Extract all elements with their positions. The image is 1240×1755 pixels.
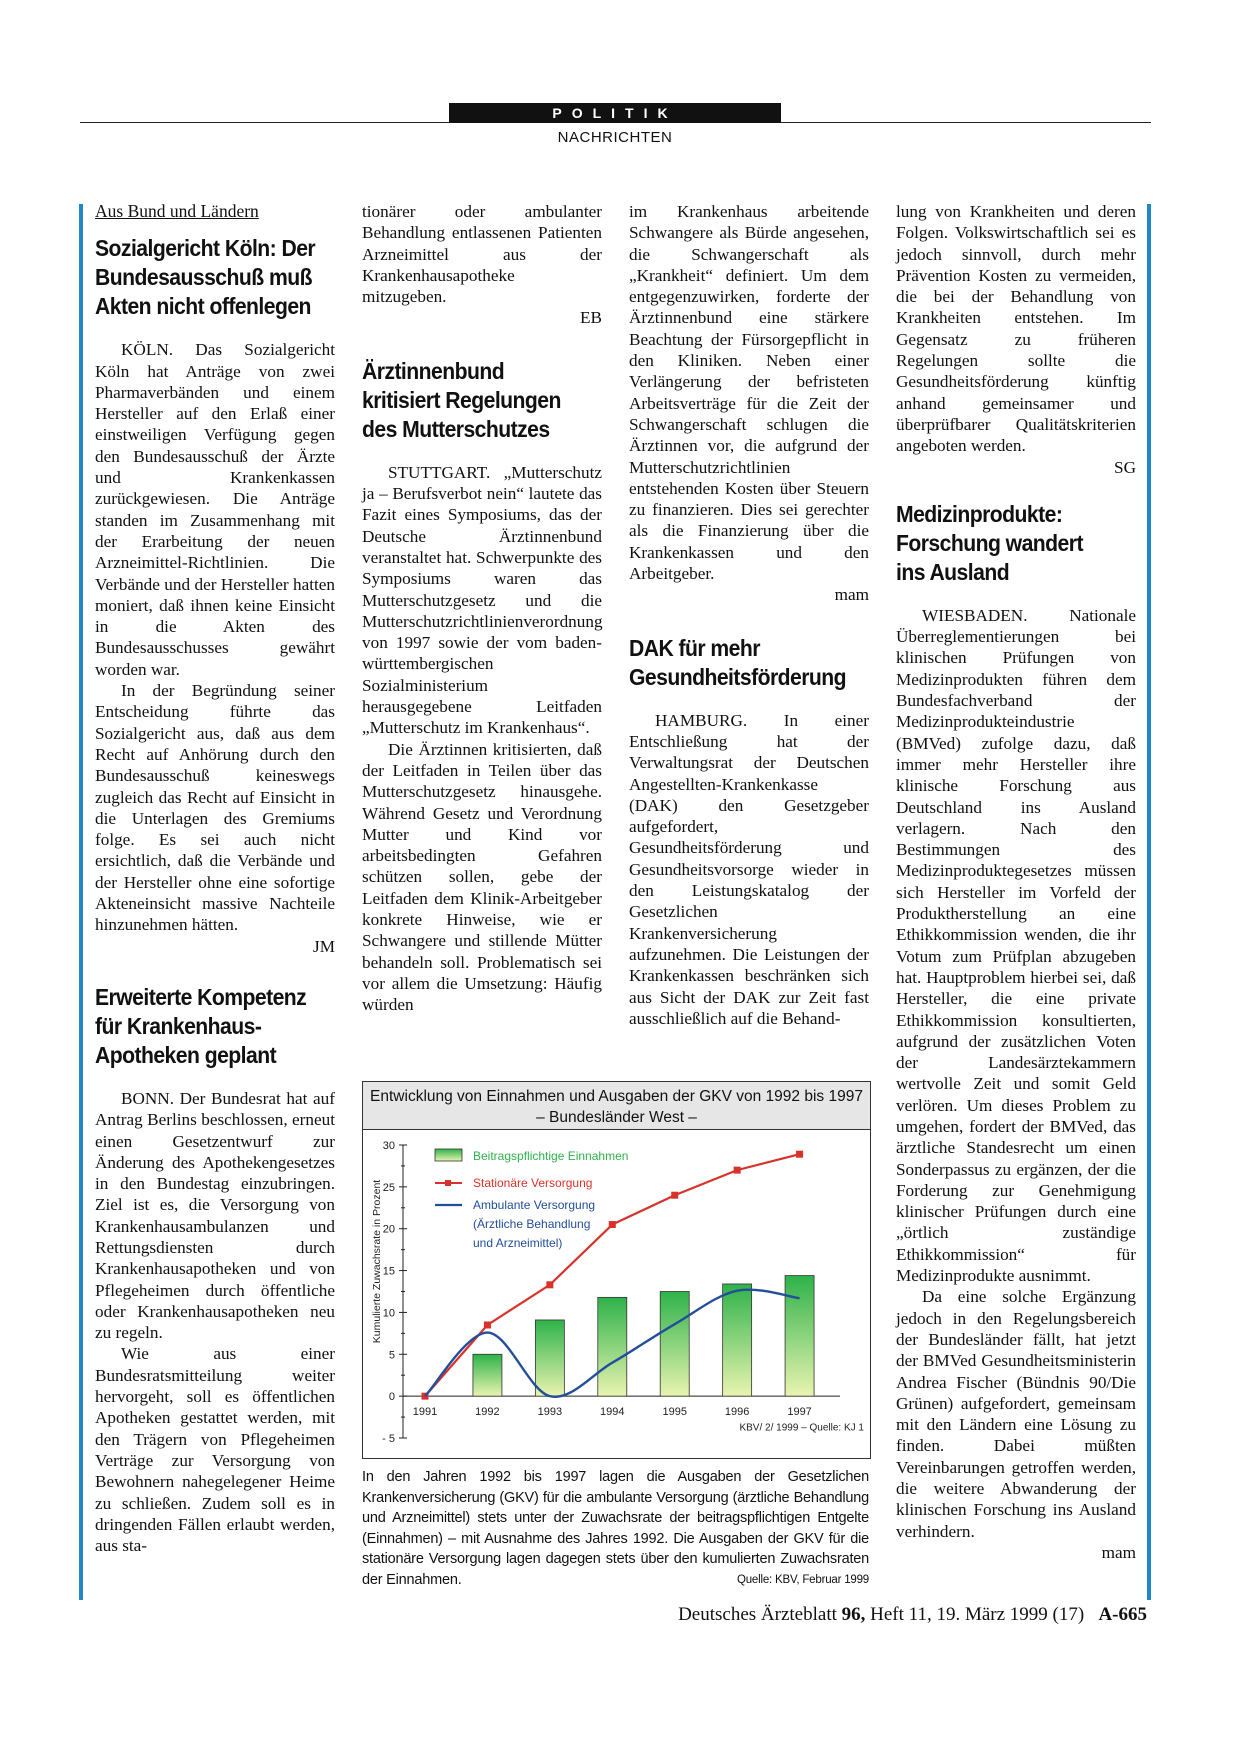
y-tick-label: 5 (388, 1349, 395, 1362)
legend-label: Stationäre Versorgung (473, 1176, 593, 1190)
author-signature: JM (313, 936, 335, 956)
author-signature: mam (1101, 1542, 1136, 1562)
marker-stationaere-versorgung (546, 1281, 553, 1288)
headline-dak: DAK für mehr Gesundheitsförderung (629, 634, 847, 690)
bar-beitragspflichtige-einnahmen (473, 1354, 502, 1396)
article-paragraph: KÖLN. Das Sozialgericht Köln hat Anträge von zwei Pharmaverbänden und einem Hersteller auf den Erlaß einer einstweiligen Verfügung gegen den Bundesausschuß der Ärzte und Krankenkassen zurückgewiesen. Die Anträge standen im Zusammenhang mit der Erarbeitung der neuen Arzneimittel-Richtlinien. Die Verbände und der Hersteller hatten moniert, daß ihnen keine Einsicht in die Akten des Bundesausschusses gewährt worden war. (95, 340, 335, 679)
y-tick-label: 10 (382, 1307, 395, 1320)
column-1 (95, 201, 335, 1556)
chart-subtitle: – Bundesländer West – (536, 1109, 697, 1126)
headline-sozialgericht: Sozialgericht Köln: Der Bundesausschuß muß Akten nicht offenlegen (95, 235, 316, 320)
column-3 (629, 201, 869, 1029)
author-signature: SG (1114, 457, 1136, 477)
bar-beitragspflichtige-einnahmen (660, 1292, 689, 1397)
legend-swatch-bar (435, 1149, 462, 1161)
article-paragraph: im Krankenhaus arbeitende Schwangere als Bürde angesehen, die Schwangerschaft als „Krankheit“ definiert. Um dem entgegenzuwirken, forderte der Ärztinnenbund eine stärkere Beachtung der Fürsorgepflicht in den Kliniken. Neben einer Verlängerung der befristeten Arbeitsverträge für die Zeit der Schwangerschaft schlugen die Ärztinnen vor, die aufgrund der Mutterschutzrichtlinien entstehenden Kosten über Steuern zu finanzieren. Dies sei gerechter als die Finanzierung über die Krankenkassen und den Arbeitgeber. (629, 202, 869, 584)
subsection-label: NACHRICHTEN (557, 129, 673, 146)
legend-label: Ambulante Versorgung (473, 1198, 596, 1212)
gkv-chart (362, 1081, 871, 1459)
chart-caption (362, 1467, 869, 1590)
y-tick-label: 20 (382, 1223, 395, 1236)
column-2 (362, 201, 602, 1016)
article-paragraph: Da eine solche Ergänzung jedoch in den Regelungsbereich der Bundesländer fällt, hat jetzt der BMVed Gesundheitsministerin Andrea Fischer (Bündnis 90/Die Grünen) aufgefordert, gemeinsam mit den Ländern eine Lösung zu finden. Dabei müßten Vereinbarungen getroffen werden, die weitere Abwanderung der klinischen Forschung ins Ausland verhindern. (896, 1287, 1136, 1541)
y-tick-label: 30 (382, 1140, 395, 1152)
chart-source-note: KBV/ 2/ 1999 – Quelle: KJ 1 (739, 1422, 864, 1434)
bar-beitragspflichtige-einnahmen (785, 1276, 814, 1397)
article-paragraph: Die Ärztinnen kritisierten, daß der Leitfaden in Teilen über das Mutterschutzgesetz hinausgehe. Während Gesetz und Verordnung Mutter und Kind vor arbeitsbedingten Gefahren schützen sollen, gebe der Leitfaden dem Klinik-Arbeitgeber konkrete Hinweise, wie er Schwangere und stillende Mütter behandeln soll. Problematisch sei vor allem die Umsetzung: Häufig würden (362, 739, 602, 1015)
marker-stationaere-versorgung (484, 1321, 491, 1328)
section-label: POLITIK (449, 103, 781, 123)
chart-plot (363, 1131, 870, 1457)
caption-source: Quelle: KBV, Februar 1999 (736, 1573, 869, 1586)
y-tick-label: 25 (382, 1181, 395, 1194)
journal-name: Deutsches Ärzteblatt (678, 1604, 837, 1625)
author-signature: mam (834, 585, 869, 605)
article-paragraph: In der Begründung seiner Entscheidung führte das Sozialgericht aus, daß aus dem Recht auf Anhörung durch den Bundesausschuß keineswegs zugleich das Recht auf Einsicht in die Unterlagen des Gremiums folge. Es sei auch nicht ersichtlich, daß die Verbände und der Hersteller ohne eine sofortige Akteneinsicht massive Nachteile hinzunehmen hätten. (95, 681, 335, 935)
article-paragraph: lung von Krankheiten und deren Folgen. Volkswirtschaftlich sei es jedoch sinnvoll, durch mehr Prävention Kosten zu vermeiden, die bei der Behandlung von Krankheiten entstehen. Im Gegensatz zu früheren Regelungen sollte die Gesundheitsförderung künftig anhand gemeinsamer und überprüfbarer Qualitätskriterien angeboten werden. (896, 202, 1136, 456)
marker-stationaere-versorgung (609, 1221, 616, 1228)
headline-apotheken: Erweiterte Kompetenz für Krankenhaus-Apotheken geplant (95, 983, 307, 1068)
bar-beitragspflichtige-einnahmen (535, 1320, 564, 1396)
y-tick-label: - 5 (382, 1433, 395, 1445)
left-blue-rule (79, 204, 83, 1600)
article-paragraph: STUTTGART. „Mutterschutz ja – Berufsverbot nein“ lautete das Fazit eines Symposiums, das der Deutsche Ärztinnenbund veranstaltet hat. Schwerpunkte des Symposiums waren das Mutterschutzgesetz und die Mutterschutzrichtlinienverordnung von 1997 sowie der vom baden-württembergischen Sozialministerium herausgegebene Leitfaden „Mutterschutz im Krankenhaus“. (362, 462, 603, 738)
x-tick-label: 1994 (600, 1406, 625, 1419)
article-paragraph: WIESBADEN. Nationale Überreglementierungen bei klinischen Prüfungen von Medizinprodukten führen dem Bundesfachverband der Medizinprodukteindustrie (BMVed) zufolge dazu, daß immer mehr Hersteller ihre klinische Forschung aus Deutschland ins Ausland verlagern. Nach den Bestimmungen des Medizinproduktegesetzes müssen sich Hersteller im Vorfeld der Produktherstellung an eine Ethikkommission wenden, die ihr Votum zum Prüfplan abzugeben hat. Hauptproblem hierbei sei, daß Hersteller, die eine private Ethikkommission konsultierten, aufgrund der zusätzlichen Voten der Landesärztekammern wertvolle Zeit und somit Geld verlören. Um dieses Problem zu umgehen, fordert der BMVed, das ärztliche Standesrecht um einen Sonderpassus zu ergänzen, der die Forderung zur Genehmigung klinischer Prüfungen durch eine „örtlich zuständige Ethikkommission“ für Medizinprodukte ausnimmt. (896, 605, 1136, 1286)
legend-label: Beitragspflichtige Einnahmen (473, 1149, 629, 1163)
y-axis-label: Kumulierte Zuwachsrate in Prozent (371, 1179, 383, 1344)
marker-stationaere-versorgung (796, 1151, 803, 1158)
article-paragraph: tionärer oder ambulanter Behandlung entlassenen Patienten Arzneimittel aus der Krankenhausapotheke mitzugeben. (362, 202, 602, 307)
y-tick-label: 15 (382, 1265, 395, 1278)
x-tick-label: 1992 (475, 1406, 500, 1419)
legend-label: und Arzneimittel) (473, 1236, 563, 1250)
article-paragraph: HAMBURG. In einer Entschließung hat der Verwaltungsrat der Deutschen Angestellten-Krankenkasse (DAK) den Gesetzgeber aufgefordert, Gesundheitsförderung und Gesundheitsvorsorge wieder in den Leistungskatalog der Gesetzlichen Krankenversicherung aufzunehmen. Die Leistungen der Krankenkassen beschränken sich aus Sicht der DAK zur Zeit fast ausschließlich auf die Behand- (629, 710, 869, 1028)
column-4 (896, 201, 1136, 1563)
author-signature: EB (580, 308, 602, 328)
issue-info: Heft 11, 19. März 1999 (17) (870, 1604, 1085, 1625)
page-number: A-665 (1098, 1604, 1147, 1625)
article-paragraph: Wie aus einer Bundesratsmitteilung weiter hervorgeht, soll es öffentlichen Apotheken gestattet werden, mit den Trägern von Pflegeheimen Verträge zur Versorgung von Bewohnern nahegelegener Heime zu schließen. Zudem soll es in dringenden Fällen erlaubt werden, aus sta- (95, 1344, 335, 1556)
headline-medizinprodukte: Medizinprodukte: Forschung wandert ins Ausland (896, 500, 1083, 585)
x-tick-label: 1996 (724, 1406, 750, 1419)
headline-aerztinnenbund: Ärztinnenbund kritisiert Regelungen des Mutterschutzes (362, 357, 561, 442)
x-tick-label: 1991 (412, 1406, 438, 1419)
kicker: Aus Bund und Ländern (95, 201, 259, 221)
y-tick-label: 0 (388, 1391, 395, 1404)
journal-volume: 96, (841, 1604, 866, 1625)
article-paragraph: BONN. Der Bundesrat hat auf Antrag Berlins beschlossen, erneut einen Gesetzentwurf zur Änderung des Apothekengesetzes in den Bundestag einzubringen. Ziel ist es, die Versorgung von Krankenhausambulanzen und Rettungsdiensten durch Krankenhausapotheken und von Pflegeheimen durch öffentliche oder Krankenhausapotheken neu zu regeln. (95, 1088, 335, 1343)
marker-stationaere-versorgung (671, 1192, 678, 1199)
x-tick-label: 1993 (537, 1406, 563, 1419)
right-blue-rule (1147, 204, 1151, 1600)
legend-marker-stationaer (445, 1180, 451, 1186)
x-tick-label: 1995 (662, 1406, 687, 1419)
x-tick-label: 1997 (787, 1406, 812, 1419)
page-footer (678, 1604, 1147, 1626)
chart-title: Entwicklung von Einnahmen und Ausgaben der GKV von 1992 bis 1997 (370, 1088, 863, 1105)
caption-text: In den Jahren 1992 bis 1997 lagen die Ausgaben der Gesetzlichen Krankenversicherung (GKV) für die ambulante Versorgung (ärztliche Behandlung und Arzneimittel) stets unter der Zuwachsrate der beitragspflichtigen Entgelte (Einnahmen) – mit Ausnahme des Jahres 1992. Die Ausgaben der GKV für die stationäre Versorgung lagen dagegen stets über den kumulierten Zuwachsraten der Einnahmen. (362, 1469, 869, 1588)
bar-beitragspflichtige-einnahmen (598, 1297, 627, 1396)
bar-beitragspflichtige-einnahmen (723, 1284, 752, 1396)
legend-label: (Ärztliche Behandlung (473, 1217, 591, 1231)
chart-title-block (363, 1082, 870, 1130)
marker-stationaere-versorgung (734, 1167, 741, 1174)
